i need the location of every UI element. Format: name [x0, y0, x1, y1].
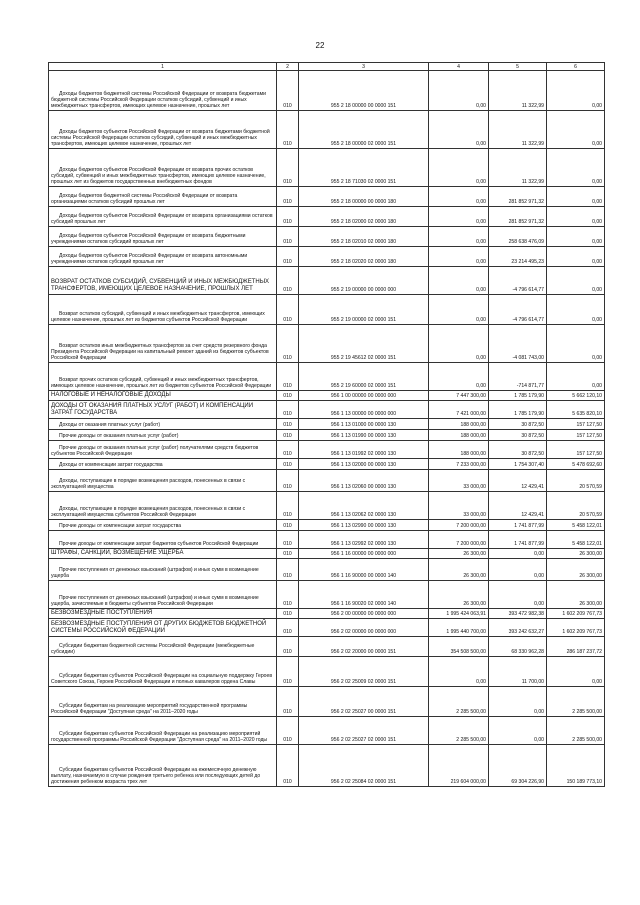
row-line-code-cell: 010	[277, 619, 299, 637]
row-executed-cell: 11 322,99	[489, 111, 547, 149]
row-unexecuted-cell: 0,00	[547, 187, 605, 207]
row-unexecuted-cell: 157 127,50	[547, 430, 605, 441]
row-approved-cell: 188 000,00	[429, 441, 489, 459]
row-name-cell: Доходы бюджетов субъектов Российской Федерации от возврата организациями остатков субсидий прошлых лет	[49, 207, 277, 227]
table-row	[49, 459, 605, 470]
row-unexecuted-cell: 20 570,59	[547, 492, 605, 520]
row-classification-code-cell: 955 2 18 00000 02 0000 151	[299, 111, 429, 149]
row-classification-code-cell: 956 2 02 25027 00 0000 151	[299, 687, 429, 717]
row-executed-cell: 1 741 877,99	[489, 531, 547, 549]
budget-table	[48, 62, 605, 787]
row-line-code-cell: 010	[277, 657, 299, 687]
table-row	[49, 549, 605, 559]
row-name-cell: Прочие доходы от оказания платных услуг (работ) получателями средств бюджетов субъектов Российской Федерации	[49, 441, 277, 459]
row-executed-cell: 0,00	[489, 581, 547, 609]
row-approved-cell: 0,00	[429, 111, 489, 149]
row-unexecuted-cell: 2 285 500,00	[547, 687, 605, 717]
table-row	[49, 745, 605, 787]
row-classification-code-cell: 956 2 02 25009 02 0000 151	[299, 657, 429, 687]
row-unexecuted-cell: 157 127,50	[547, 441, 605, 459]
table-row	[49, 391, 605, 401]
row-line-code-cell: 010	[277, 419, 299, 430]
row-approved-cell: 7 447 300,00	[429, 391, 489, 401]
row-line-code-cell: 010	[277, 459, 299, 470]
row-line-code-cell: 010	[277, 559, 299, 581]
row-name-cell: Прочие поступления от денежных взысканий (штрафов) и иных сумм в возмещение ущерба, зачисляемые в бюджеты субъектов Российской Федерации	[49, 581, 277, 609]
table-row	[49, 207, 605, 227]
row-approved-cell: 188 000,00	[429, 430, 489, 441]
row-approved-cell: 33 000,00	[429, 492, 489, 520]
row-classification-code-cell: 956 2 02 25027 02 0000 151	[299, 717, 429, 745]
row-line-code-cell: 010	[277, 581, 299, 609]
row-unexecuted-cell: 0,00	[547, 207, 605, 227]
row-line-code-cell: 010	[277, 531, 299, 549]
row-name-cell: Субсидии бюджетам субъектов Российской Федерации на реализацию мероприятий государственной программы Российской Федерации "Доступная среда" на 2011–2020 годы	[49, 717, 277, 745]
table-row	[49, 401, 605, 419]
row-name-cell: Доходы бюджетов субъектов Российской Федерации от возврата бюджетами бюджетной системы Российской Федерации остатков субсидий, субвенций и иных межбюджетных трансфертов, имеющих целевое назначение, прошлых лет	[49, 111, 277, 149]
row-name-cell: Субсидии бюджетам на реализацию мероприятий государственной программы Российской Федерации "Доступная среда" на 2011–2020 годы	[49, 687, 277, 717]
row-classification-code-cell: 956 1 16 90020 02 0000 140	[299, 581, 429, 609]
row-approved-cell: 0,00	[429, 363, 489, 391]
row-classification-code-cell: 956 2 02 25084 02 0000 151	[299, 745, 429, 787]
table-row	[49, 520, 605, 531]
row-unexecuted-cell: 0,00	[547, 325, 605, 363]
row-name-cell: Доходы бюджетов субъектов Российской Федерации от возврата автономными учреждениями остатков субсидий прошлых лет	[49, 247, 277, 267]
row-name-cell: Прочие доходы от оказания платных услуг (работ)	[49, 430, 277, 441]
row-approved-cell: 1 995 440 700,00	[429, 619, 489, 637]
row-unexecuted-cell: 26 300,00	[547, 581, 605, 609]
row-classification-code-cell: 956 1 13 01000 00 0000 130	[299, 419, 429, 430]
row-unexecuted-cell: 0,00	[547, 267, 605, 295]
row-name-cell: Возврат остатков субсидий, субвенций и иных межбюджетных трансфертов, имеющих целевое назначение, прошлых лет из бюджетов субъектов Российской Федерации	[49, 295, 277, 325]
row-approved-cell: 0,00	[429, 207, 489, 227]
row-classification-code-cell: 955 2 18 00000 00 0000 180	[299, 187, 429, 207]
row-line-code-cell: 010	[277, 492, 299, 520]
row-executed-cell: 12 429,41	[489, 470, 547, 492]
table-row	[49, 559, 605, 581]
table-row	[49, 637, 605, 657]
row-unexecuted-cell: 5 458 122,01	[547, 520, 605, 531]
row-line-code-cell: 010	[277, 470, 299, 492]
row-executed-cell: 30 872,50	[489, 419, 547, 430]
row-line-code-cell: 010	[277, 391, 299, 401]
table-row	[49, 470, 605, 492]
table-row	[49, 149, 605, 187]
row-name-cell: Возврат остатков иных межбюджетных трансфертов за счет средств резервного фонда Президента Российской Федерации на капитальный ремонт зданий из бюджетов субъектов Российской Федерации	[49, 325, 277, 363]
row-classification-code-cell: 956 1 13 02000 00 0000 130	[299, 459, 429, 470]
row-approved-cell: 354 508 500,00	[429, 637, 489, 657]
row-line-code-cell: 010	[277, 401, 299, 419]
row-name-cell: БЕЗВОЗМЕЗДНЫЕ ПОСТУПЛЕНИЯ	[49, 609, 277, 619]
row-approved-cell: 1 995 424 063,91	[429, 609, 489, 619]
row-classification-code-cell: 955 2 18 02020 02 0000 180	[299, 247, 429, 267]
row-name-cell: ВОЗВРАТ ОСТАТКОВ СУБСИДИЙ, СУБВЕНЦИЙ И ИНЫХ МЕЖБЮДЖЕТНЫХ ТРАНСФЕРТОВ, ИМЕЮЩИХ ЦЕЛЕВОЕ НАЗНАЧЕНИЕ, ПРОШЛЫХ ЛЕТ	[49, 267, 277, 295]
row-line-code-cell: 010	[277, 687, 299, 717]
row-unexecuted-cell: 0,00	[547, 295, 605, 325]
row-approved-cell: 0,00	[429, 227, 489, 247]
row-classification-code-cell: 955 2 18 02010 02 0000 180	[299, 227, 429, 247]
table-header-row	[49, 63, 605, 71]
row-classification-code-cell: 956 2 00 00000 00 0000 000	[299, 609, 429, 619]
row-line-code-cell: 010	[277, 430, 299, 441]
row-unexecuted-cell: 1 602 209 767,73	[547, 609, 605, 619]
row-classification-code-cell: 956 1 13 02060 00 0000 130	[299, 470, 429, 492]
row-approved-cell: 188 000,00	[429, 419, 489, 430]
row-name-cell: Доходы бюджетов бюджетной системы Российской Федерации от возврата организациями остатков субсидий прошлых лет	[49, 187, 277, 207]
row-classification-code-cell: 956 1 16 90000 00 0000 140	[299, 559, 429, 581]
row-unexecuted-cell: 1 602 209 767,73	[547, 619, 605, 637]
row-executed-cell: -4 081 743,00	[489, 325, 547, 363]
row-line-code-cell: 010	[277, 441, 299, 459]
row-line-code-cell: 010	[277, 717, 299, 745]
table-row	[49, 295, 605, 325]
table-row	[49, 441, 605, 459]
row-unexecuted-cell: 2 285 500,00	[547, 717, 605, 745]
row-name-cell: Доходы от компенсации затрат государства	[49, 459, 277, 470]
table-row	[49, 419, 605, 430]
row-executed-cell: 1 754 307,40	[489, 459, 547, 470]
row-unexecuted-cell: 5 478 692,60	[547, 459, 605, 470]
row-classification-code-cell: 956 1 13 00000 00 0000 000	[299, 401, 429, 419]
column-header: 2	[277, 63, 299, 71]
row-approved-cell: 7 421 000,00	[429, 401, 489, 419]
row-name-cell: Прочие поступления от денежных взысканий (штрафов) и иных сумм в возмещение ущерба	[49, 559, 277, 581]
row-approved-cell: 0,00	[429, 247, 489, 267]
row-executed-cell: 281 852 971,32	[489, 187, 547, 207]
table-row	[49, 687, 605, 717]
row-classification-code-cell: 955 2 19 00000 02 0000 151	[299, 295, 429, 325]
row-line-code-cell: 010	[277, 267, 299, 295]
row-executed-cell: 393 242 632,27	[489, 619, 547, 637]
row-approved-cell: 33 000,00	[429, 470, 489, 492]
row-name-cell: Доходы бюджетов субъектов Российской Федерации от возврата бюджетными учреждениями остатков субсидий прошлых лет	[49, 227, 277, 247]
row-classification-code-cell: 956 1 00 00000 00 0000 000	[299, 391, 429, 401]
row-approved-cell: 2 285 500,00	[429, 687, 489, 717]
row-unexecuted-cell: 0,00	[547, 657, 605, 687]
row-classification-code-cell: 956 1 13 02992 02 0000 130	[299, 531, 429, 549]
row-executed-cell: 1 741 877,99	[489, 520, 547, 531]
row-unexecuted-cell: 0,00	[547, 111, 605, 149]
row-approved-cell: 0,00	[429, 295, 489, 325]
row-executed-cell: 11 322,99	[489, 149, 547, 187]
row-classification-code-cell: 955 2 19 00000 00 0000 000	[299, 267, 429, 295]
row-line-code-cell: 010	[277, 111, 299, 149]
row-name-cell: Доходы, поступающие в порядке возмещения расходов, понесенных в связи с эксплуатацией имущества	[49, 470, 277, 492]
table-row	[49, 267, 605, 295]
table-row	[49, 111, 605, 149]
row-unexecuted-cell: 157 127,50	[547, 419, 605, 430]
row-line-code-cell: 010	[277, 207, 299, 227]
row-classification-code-cell: 955 2 18 71030 02 0000 151	[299, 149, 429, 187]
row-line-code-cell: 010	[277, 637, 299, 657]
table-row	[49, 325, 605, 363]
row-classification-code-cell: 956 1 13 02062 02 0000 130	[299, 492, 429, 520]
row-line-code-cell: 010	[277, 247, 299, 267]
row-executed-cell: -4 796 614,77	[489, 295, 547, 325]
table-row	[49, 717, 605, 745]
row-approved-cell: 0,00	[429, 267, 489, 295]
row-executed-cell: 393 472 982,38	[489, 609, 547, 619]
row-name-cell: Доходы бюджетов бюджетной системы Российской Федерации от возврата бюджетами бюджетной системы Российской Федерации остатков субсидий, субвенций и иных межбюджетных трансфертов, имеющих целевое назначение, прошлых лет	[49, 71, 277, 111]
row-executed-cell: 1 785 179,90	[489, 401, 547, 419]
table-row	[49, 531, 605, 549]
row-approved-cell: 0,00	[429, 149, 489, 187]
table-body	[49, 71, 605, 787]
row-executed-cell: 281 852 971,32	[489, 207, 547, 227]
row-unexecuted-cell: 5 635 820,10	[547, 401, 605, 419]
table-row	[49, 71, 605, 111]
row-name-cell: Доходы, поступающие в порядке возмещения расходов, понесенных в связи с эксплуатацией имущества субъектов Российской Федерации	[49, 492, 277, 520]
row-executed-cell: -714 871,77	[489, 363, 547, 391]
row-executed-cell: 69 304 226,90	[489, 745, 547, 787]
row-line-code-cell: 010	[277, 745, 299, 787]
row-line-code-cell: 010	[277, 549, 299, 559]
row-unexecuted-cell: 0,00	[547, 71, 605, 111]
row-approved-cell: 26 300,00	[429, 559, 489, 581]
row-executed-cell: 1 785 179,90	[489, 391, 547, 401]
table-row	[49, 247, 605, 267]
row-executed-cell: 12 429,41	[489, 492, 547, 520]
row-name-cell: Субсидии бюджетам субъектов Российской Федерации на социальную поддержку Героев Советского Союза, Героев Российской Федерации и полных кавалеров ордена Славы	[49, 657, 277, 687]
row-line-code-cell: 010	[277, 609, 299, 619]
row-name-cell: Субсидии бюджетам бюджетной системы Российской Федерации (межбюджетные субсидии)	[49, 637, 277, 657]
table-row	[49, 609, 605, 619]
row-line-code-cell: 010	[277, 325, 299, 363]
row-executed-cell: 23 214 495,23	[489, 247, 547, 267]
row-approved-cell: 0,00	[429, 187, 489, 207]
row-line-code-cell: 010	[277, 295, 299, 325]
column-header: 4	[429, 63, 489, 71]
row-line-code-cell: 010	[277, 520, 299, 531]
table-row	[49, 187, 605, 207]
row-unexecuted-cell: 0,00	[547, 247, 605, 267]
row-name-cell: БЕЗВОЗМЕЗДНЫЕ ПОСТУПЛЕНИЯ ОТ ДРУГИХ БЮДЖЕТОВ БЮДЖЕТНОЙ СИСТЕМЫ РОССИЙСКОЙ ФЕДЕРАЦИИ	[49, 619, 277, 637]
row-executed-cell: 68 330 962,28	[489, 637, 547, 657]
row-name-cell: Субсидии бюджетам субъектов Российской Федерации на ежемесячную денежную выплату, назначаемую в случае рождения третьего ребенка или последующих детей до достижения ребенком возраста трех лет	[49, 745, 277, 787]
table-row	[49, 227, 605, 247]
row-unexecuted-cell: 150 189 773,10	[547, 745, 605, 787]
row-classification-code-cell: 955 2 18 02000 02 0000 180	[299, 207, 429, 227]
row-unexecuted-cell: 5 662 120,10	[547, 391, 605, 401]
row-name-cell: ДОХОДЫ ОТ ОКАЗАНИЯ ПЛАТНЫХ УСЛУГ (РАБОТ) И КОМПЕНСАЦИИ ЗАТРАТ ГОСУДАРСТВА	[49, 401, 277, 419]
row-executed-cell: 11 322,99	[489, 71, 547, 111]
row-classification-code-cell: 956 1 13 02990 00 0000 130	[299, 520, 429, 531]
column-header: 6	[547, 63, 605, 71]
table-row	[49, 492, 605, 520]
row-unexecuted-cell: 0,00	[547, 149, 605, 187]
page-number: 22	[315, 41, 325, 50]
row-unexecuted-cell: 26 300,00	[547, 549, 605, 559]
row-classification-code-cell: 955 2 18 00000 00 0000 151	[299, 71, 429, 111]
row-approved-cell: 7 200 000,00	[429, 520, 489, 531]
row-executed-cell: -4 796 614,77	[489, 267, 547, 295]
row-name-cell: НАЛОГОВЫЕ И НЕНАЛОГОВЫЕ ДОХОДЫ	[49, 391, 277, 401]
row-executed-cell: 0,00	[489, 687, 547, 717]
row-name-cell: Прочие доходы от компенсации затрат бюджетов субъектов Российской Федерации	[49, 531, 277, 549]
row-classification-code-cell: 955 2 19 60000 02 0000 151	[299, 363, 429, 391]
row-classification-code-cell: 956 2 02 00000 00 0000 000	[299, 619, 429, 637]
table-row	[49, 363, 605, 391]
row-approved-cell: 0,00	[429, 325, 489, 363]
row-unexecuted-cell: 0,00	[547, 363, 605, 391]
table-row	[49, 619, 605, 637]
row-line-code-cell: 010	[277, 187, 299, 207]
row-classification-code-cell: 956 1 16 00000 00 0000 000	[299, 549, 429, 559]
row-approved-cell: 2 285 500,00	[429, 717, 489, 745]
row-classification-code-cell: 955 2 19 45612 02 0000 151	[299, 325, 429, 363]
row-name-cell: Возврат прочих остатков субсидий, субвенций и иных межбюджетных трансфертов, имеющих целевое назначение, прошлых лет из бюджетов субъектов Российской Федерации	[49, 363, 277, 391]
table-row	[49, 657, 605, 687]
row-classification-code-cell: 956 2 02 20000 00 0000 151	[299, 637, 429, 657]
column-header: 5	[489, 63, 547, 71]
row-approved-cell: 7 200 000,00	[429, 531, 489, 549]
row-executed-cell: 0,00	[489, 559, 547, 581]
row-executed-cell: 0,00	[489, 549, 547, 559]
row-line-code-cell: 010	[277, 227, 299, 247]
row-executed-cell: 30 872,50	[489, 430, 547, 441]
column-header: 1	[49, 63, 277, 71]
row-unexecuted-cell: 5 458 122,01	[547, 531, 605, 549]
table-row	[49, 430, 605, 441]
column-header: 3	[299, 63, 429, 71]
row-approved-cell: 0,00	[429, 657, 489, 687]
row-approved-cell: 219 604 000,00	[429, 745, 489, 787]
row-unexecuted-cell: 0,00	[547, 227, 605, 247]
row-approved-cell: 0,00	[429, 71, 489, 111]
table-row	[49, 581, 605, 609]
row-executed-cell: 258 638 476,09	[489, 227, 547, 247]
row-executed-cell: 11 700,00	[489, 657, 547, 687]
row-name-cell: Доходы бюджетов субъектов Российской Федерации от возврата прочих остатков субсидий, субвенций и иных межбюджетных трансфертов, имеющих целевое назначение, прошлых лет из бюджетов государственных внебюджетных фондов	[49, 149, 277, 187]
row-line-code-cell: 010	[277, 363, 299, 391]
row-executed-cell: 0,00	[489, 717, 547, 745]
row-unexecuted-cell: 286 187 237,72	[547, 637, 605, 657]
row-name-cell: Прочие доходы от компенсации затрат государства	[49, 520, 277, 531]
row-approved-cell: 26 300,00	[429, 581, 489, 609]
row-name-cell: Доходы от оказания платных услуг (работ)	[49, 419, 277, 430]
row-name-cell: ШТРАФЫ, САНКЦИИ, ВОЗМЕЩЕНИЕ УЩЕРБА	[49, 549, 277, 559]
row-line-code-cell: 010	[277, 71, 299, 111]
row-line-code-cell: 010	[277, 149, 299, 187]
row-classification-code-cell: 956 1 13 01992 02 0000 130	[299, 441, 429, 459]
row-executed-cell: 30 872,50	[489, 441, 547, 459]
row-approved-cell: 7 233 000,00	[429, 459, 489, 470]
row-unexecuted-cell: 26 300,00	[547, 559, 605, 581]
row-approved-cell: 26 300,00	[429, 549, 489, 559]
row-classification-code-cell: 956 1 13 01990 00 0000 130	[299, 430, 429, 441]
row-unexecuted-cell: 20 570,59	[547, 470, 605, 492]
